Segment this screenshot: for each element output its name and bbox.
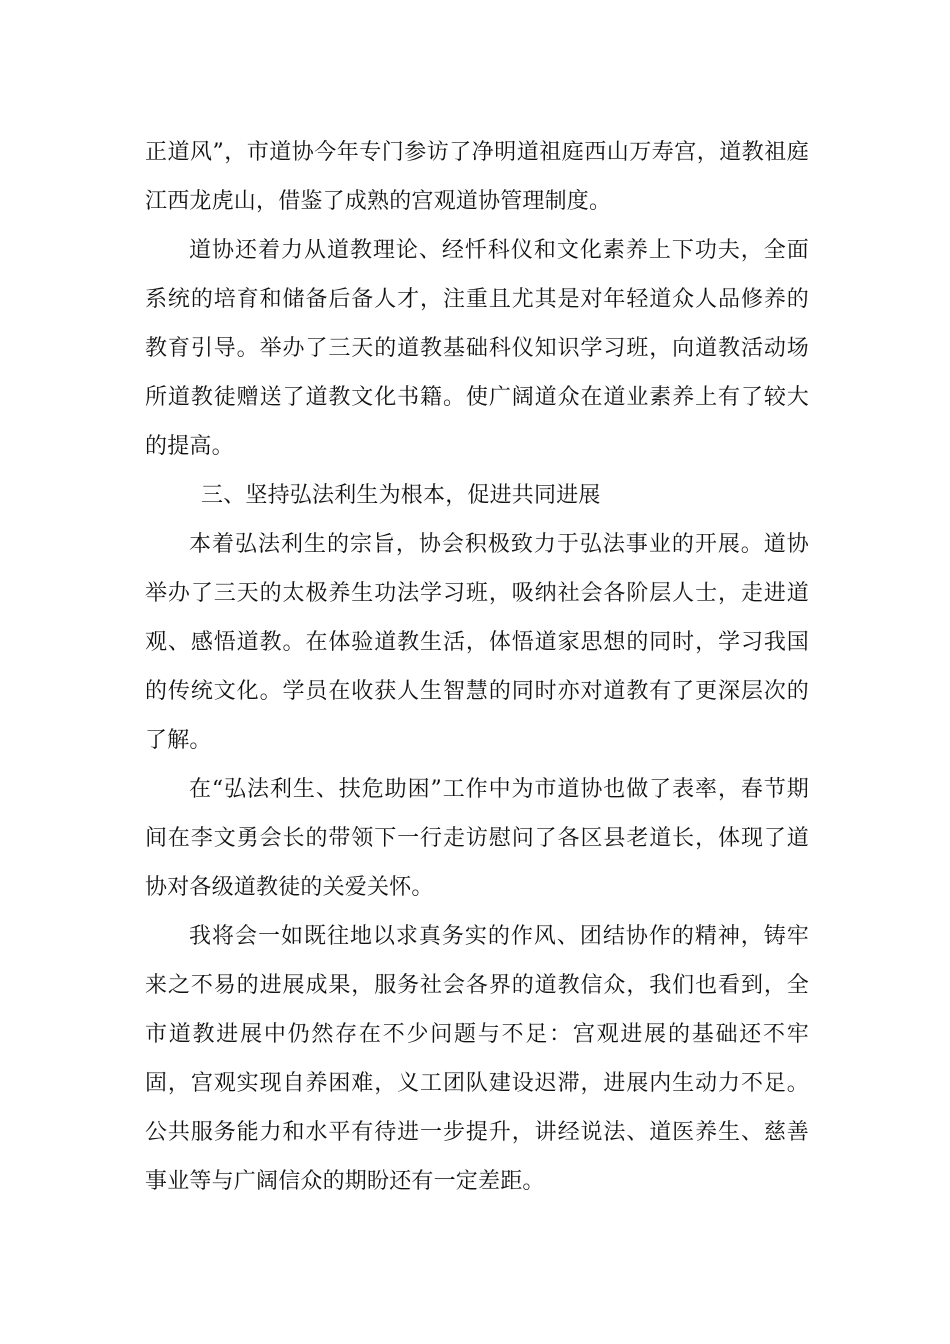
paragraph-problems: 我将会一如既往地以求真务实的作风、团结协作的精神，铸牢来之不易的进展成果，服务社会各界的道教信众，我们也看到，全市道教进展中仍然存在不少问题与不足：宫观进展的基础还不牢固，宫观实现自养困难，义工团队建设迟滞，进展内生动力不足。公共服务能力和水平有待进一步提升，讲经说法、道医养生、慈善事业等与广阔信众的期盼还有一定差距。 [145,924,809,1194]
paragraph-dharma-promotion: 本着弘法利生的宗旨，协会积极致力于弘法事业的开展。道协举办了三天的太极养生功法学习班，吸纳社会各阶层人士，走进道观、感悟道教。在体验道教生活，体悟道家思想的同时，学习我国的传统文化。学员在收获人生智慧的同时亦对道教有了更深层次的了解。 [145,532,809,753]
document-body [145,128,809,1206]
paragraph-talent-training: 道协还着力从道教理论、经忏科仪和文化素养上下功夫，全面系统的培育和储备后备人才，注重且尤其是对年轻道众人品修养的教育引导。举办了三天的道教基础科仪知识学习班，向道教活动场所道教徒赠送了道教文化书籍。使广阔道众在道业素养上有了较大的提高。 [145,238,809,459]
paragraph-poverty-relief: 在“弘法利生、扶危助困”工作中为市道协也做了表率，春节期间在李文勇会长的带领下一行走访慰问了各区县老道长，体现了道协对各级道教徒的关爱关怀。 [145,777,809,900]
section-heading-three: 三、坚持弘法利生为根本，促进共同进展 [201,483,601,508]
paragraph-continuation: 正道风”，市道协今年专门参访了净明道祖庭西山万寿宫，道教祖庭江西龙虎山，借鉴了成熟的宫观道协管理制度。 [145,140,809,214]
